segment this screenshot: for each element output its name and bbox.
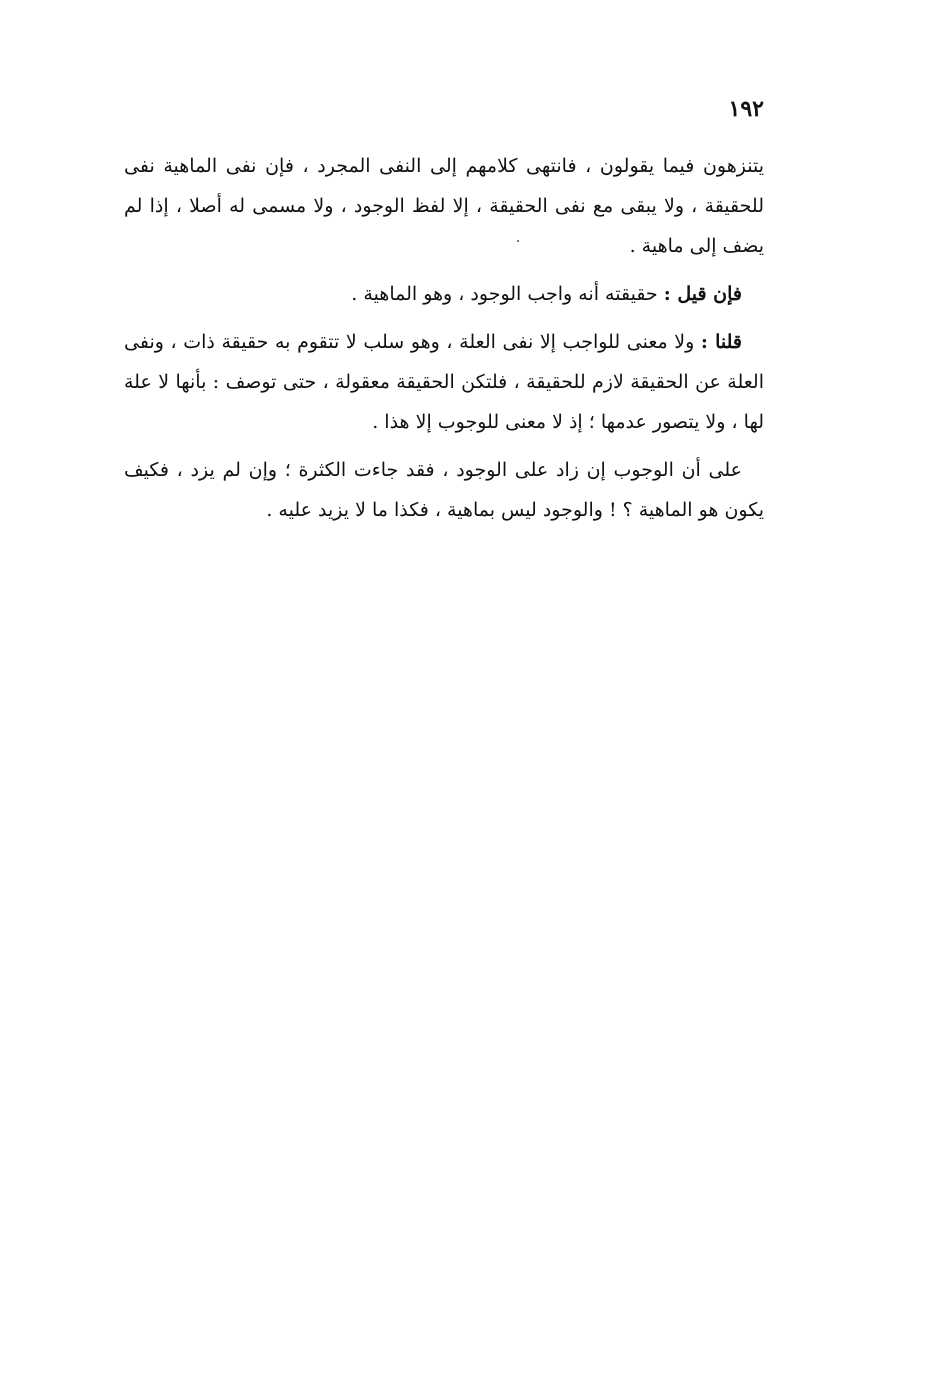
paragraph-text: على أن الوجوب إن زاد على الوجود ، فقد جاءت الكثرة ؛ وإن لم يزد ، فكيف يكون هو الماهية ؟ ! والوجود ليس بماهية ، فكذا ما لا يزيد عليه . <box>124 459 764 521</box>
paragraph-3 <box>124 322 764 442</box>
body-text <box>124 146 764 538</box>
paragraph-lead: قلنا : <box>700 331 742 353</box>
paragraph-text: حقيقته أنه واجب الوجود ، وهو الماهية . <box>351 283 664 305</box>
paragraph-text: ولا معنى للواجب إلا نفى العلة ، وهو سلب لا تتقوم به حقيقة ذات ، ونفى العلة عن الحقيقة لازم للحقيقة ، فلتكن الحقيقة معقولة ، حتى توصف : بأنها لا علة لها ، ولا يتصور عدمها ؛ إذ لا معنى للوجوب إلا هذا . <box>124 331 764 433</box>
paragraph-2 <box>124 274 764 314</box>
scan-speck <box>517 240 519 242</box>
paragraph-4 <box>124 450 764 530</box>
page-number: ١٩٢ <box>728 96 764 122</box>
paragraph-text: يتنزهون فيما يقولون ، فانتهى كلامهم إلى النفى المجرد ، فإن نفى الماهية نفى للحقيقة ، ولا يبقى مع نفى الحقيقة ، إلا لفظ الوجود ، ولا مسمى له أصلا ، إذا لم يضف إلى ماهية . <box>124 155 764 257</box>
paragraph-1 <box>124 146 764 266</box>
paragraph-lead: فإن قيل : <box>663 283 742 305</box>
